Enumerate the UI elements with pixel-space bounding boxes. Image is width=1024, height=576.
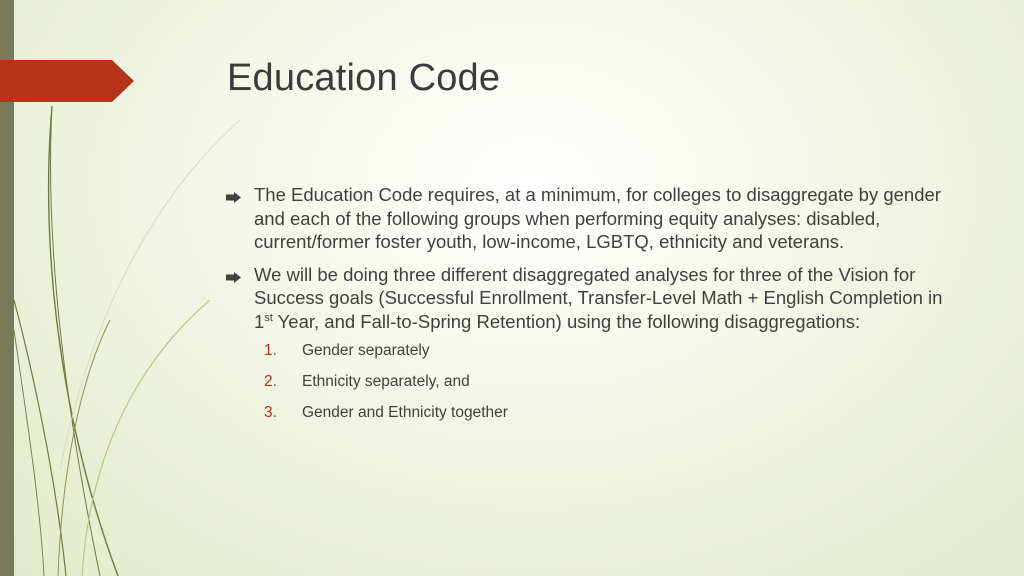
numbered-list (226, 342, 966, 435)
list-item-text: Gender and Ethnicity together (302, 404, 508, 421)
ordinal-suffix: st (264, 311, 273, 324)
numbered-list-item (226, 404, 966, 435)
numbered-list-item (226, 373, 966, 404)
arrow-right-icon (226, 263, 254, 288)
list-number: 2. (264, 373, 277, 390)
bullet-item (226, 263, 966, 334)
list-number: 1. (264, 342, 277, 359)
numbered-list-item (226, 342, 966, 373)
slide-content (226, 183, 966, 435)
bullet-text (254, 263, 966, 334)
list-number: 3. (264, 404, 277, 421)
bullet-text: The Education Code requires, at a minimum, for colleges to disaggregate by gender and each of the following groups when performing equity analyses: disabled, current/former foster youth, low-income, LGBTQ, ethnicity and veterans. (254, 184, 941, 252)
arrow-right-icon (226, 183, 254, 208)
list-item-text: Gender separately (302, 342, 430, 359)
bullet-item (226, 183, 966, 254)
bullet-text-part: Year, and Fall-to-Spring Retention) using the following disaggregations: (272, 310, 861, 332)
title-accent-tab (0, 60, 134, 102)
list-item-text: Ethnicity separately, and (302, 373, 470, 390)
bullet-text-part: We will be doing three different disaggregated analyses for three of the Vision for Success goals (Successful Enrollment, Transfer-Level Math + English Completion in 1 (254, 263, 943, 332)
slide-title: Education Code (227, 57, 501, 99)
